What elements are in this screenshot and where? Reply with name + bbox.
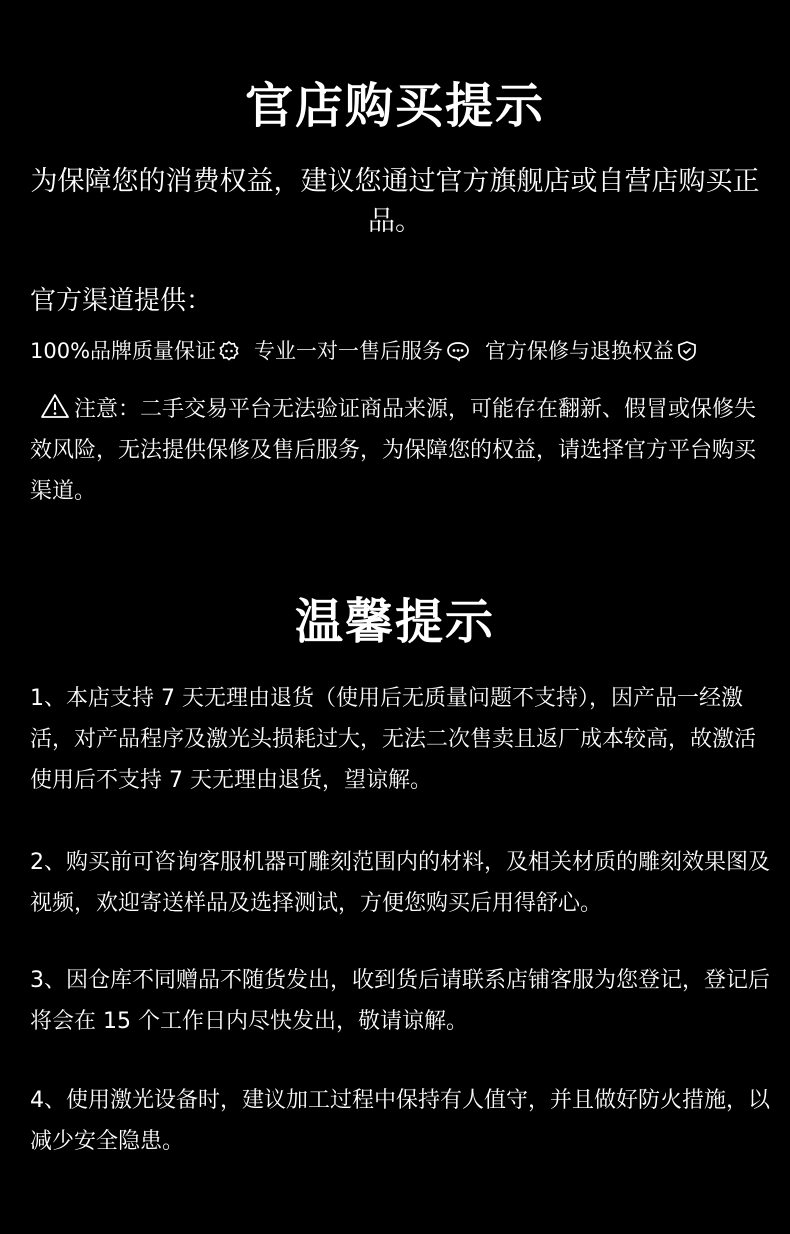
notice-text-block — [30, 389, 765, 512]
feature-label: 专业一对一售后服务 — [254, 339, 444, 363]
feature-item-service — [254, 336, 471, 366]
feature-item-quality — [30, 336, 240, 366]
notice-label: 注意： — [74, 397, 141, 422]
badge-icon — [218, 340, 240, 362]
tips-title: 温馨提示 — [294, 594, 495, 650]
tip-item: 1、本店支持 7 天无理由退货（使用后无质量问题不支持），因产品一经激活，对产品程序及激光头损耗过大，无法二次售卖且返厂成本较高，故激活使用后不支持 7 天无理由退货，望谅解。 — [30, 686, 757, 793]
warning-icon — [40, 393, 70, 419]
purchase-title: 官店购买提示 — [244, 78, 545, 134]
feature-list — [30, 336, 770, 366]
feature-label: 官方保修与退换权益 — [485, 339, 675, 363]
tip-item: 4、使用激光设备时，建议加工过程中保持有人值守，并且做好防火措施，以减少安全隐患。 — [30, 1088, 770, 1154]
shield-icon — [676, 340, 698, 362]
channel-heading: 官方渠道提供： — [30, 286, 213, 316]
feature-item-warranty — [485, 336, 698, 366]
chat-icon — [445, 340, 471, 362]
tip-item: 3、因仓库不同赠品不随货发出，收到货后请联系店铺客服为您登记，登记后将会在 15 个工作日内尽快发出，敬请谅解。 — [30, 968, 770, 1034]
notice-body: 二手交易平台无法验证商品来源，可能存在翻新、假冒或保修失效风险，无法提供保修及售后服务，为保障您的权益，请选择官方平台购买渠道。 — [30, 397, 757, 504]
tip-item: 2、购买前可咨询客服机器可雕刻范围内的材料，及相关材质的雕刻效果图及视频，欢迎寄送样品及选择测试，方便您购买后用得舒心。 — [30, 850, 770, 916]
feature-label: 100%品牌质量保证 — [30, 339, 217, 363]
purchase-intro: 为保障您的消费权益，建议您通过官方旗舰店或自营店购买正品。 — [30, 166, 760, 237]
